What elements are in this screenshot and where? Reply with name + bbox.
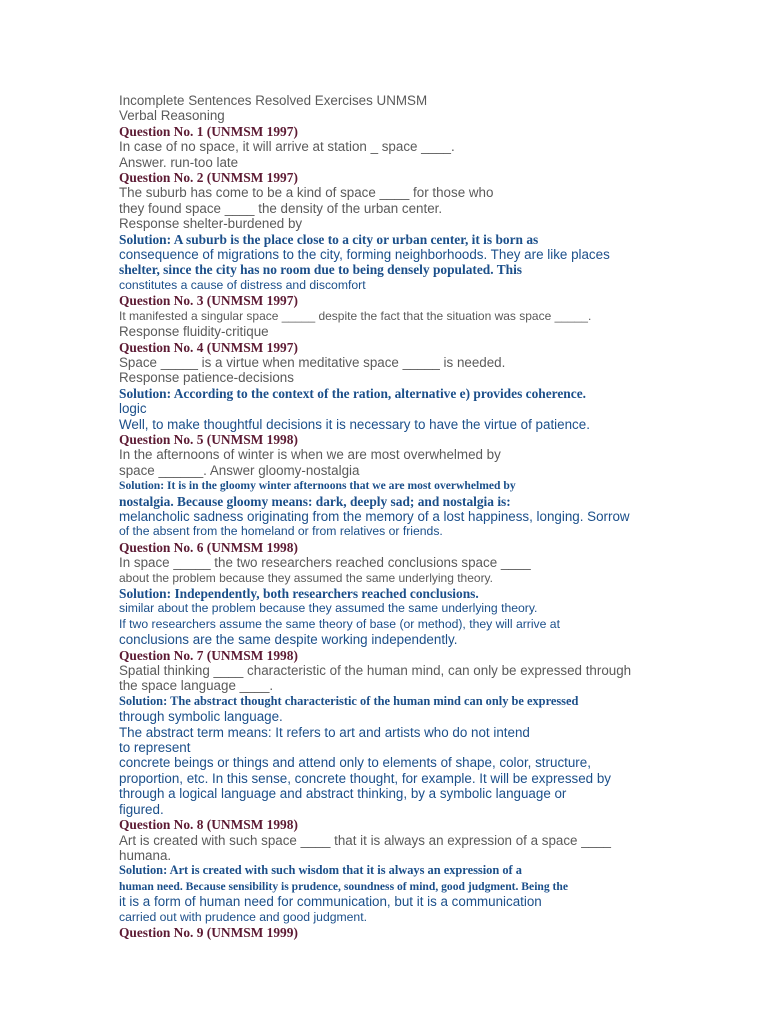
question-heading: Question No. 2 (UNMSM 1997): [119, 170, 298, 186]
question-heading: Question No. 6 (UNMSM 1998): [119, 539, 298, 555]
text-line: Answer. run-too late: [119, 154, 239, 170]
text-line: humana.: [119, 847, 172, 863]
question-heading: Question No. 5 (UNMSM 1998): [119, 431, 298, 447]
text-line: In case of no space, it will arrive at station _ space ____.: [119, 139, 455, 155]
explanation-line: logic: [119, 401, 147, 417]
question-heading: Question No. 7 (UNMSM 1998): [119, 647, 298, 663]
explanation-line: The abstract term means: It refers to art and artists who do not intend: [119, 724, 530, 740]
text-line: Art is created with such space ____ that it is always an expression of a space ____: [119, 832, 612, 848]
text-line: Response patience-decisions: [119, 370, 294, 386]
explanation-line: to represent: [119, 740, 191, 756]
text-line: Space _____ is a virtue when meditative space _____ is needed.: [119, 354, 506, 370]
document-body: [119, 93, 679, 940]
explanation-line: it is a form of human need for communication, but it is a communication: [119, 894, 542, 910]
text-line: Incomplete Sentences Resolved Exercises UNMSM: [119, 93, 428, 108]
text-line: about the problem because they assumed the same underlying theory.: [119, 570, 494, 585]
solution-line: nostalgia. Because gloomy means: dark, deeply sad; and nostalgia is:: [119, 493, 511, 509]
explanation-line: through symbolic language.: [119, 709, 283, 725]
explanation-line: Well, to make thoughtful decisions it is necessary to have the virtue of patience.: [119, 416, 590, 432]
explanation-line: consequence of migrations to the city, forming neighborhoods. They are like places: [119, 247, 610, 263]
solution-line: Solution: The abstract thought characteristic of the human mind can only be expressed: [119, 693, 579, 708]
explanation-line: proportion, etc. In this sense, concrete thought, for example. It will be expressed by: [119, 770, 611, 786]
text-line: the space language ____.: [119, 678, 274, 694]
solution-line: Solution: It is in the gloomy winter afternoons that we are most overwhelmed by: [119, 479, 516, 493]
question-heading: Question No. 3 (UNMSM 1997): [119, 293, 298, 309]
explanation-line: constitutes a cause of distress and discomfort: [119, 277, 366, 292]
text-line: In space _____ the two researchers reached conclusions space ____: [119, 555, 531, 571]
text-line: The suburb has come to be a kind of space ____ for those who: [119, 185, 494, 201]
solution-line: Solution: Independently, both researchers reached conclusions.: [119, 586, 479, 601]
text-line: Verbal Reasoning: [119, 108, 225, 124]
explanation-line: of the absent from the homeland or from relatives or friends.: [119, 524, 443, 539]
text-line: Spatial thinking ____ characteristic of the human mind, can only be expressed through: [119, 663, 632, 679]
text-line: they found space ____ the density of the urban center.: [119, 200, 443, 216]
text-line: Response shelter-burdened by: [119, 216, 303, 232]
solution-line: Solution: According to the context of the ration, alternative e) provides coherence.: [119, 385, 586, 401]
question-heading: Question No. 4 (UNMSM 1997): [119, 339, 298, 355]
explanation-line: concrete beings or things and attend only to elements of shape, color, structure,: [119, 755, 591, 771]
explanation-line: conclusions are the same despite working independently.: [119, 632, 458, 648]
text-line: It manifested a singular space _____ despite the fact that the situation was space _____.: [119, 308, 592, 323]
question-heading: Question No. 8 (UNMSM 1998): [119, 817, 298, 833]
solution-line: Solution: Art is created with such wisdom that it is always an expression of a: [119, 863, 522, 878]
text-line: In the afternoons of winter is when we are most overwhelmed by: [119, 447, 501, 463]
explanation-line: through a logical language and abstract thinking, by a symbolic language or: [119, 786, 567, 802]
solution-line: shelter, since the city has no room due to being densely populated. This: [119, 262, 523, 278]
solution-line: Solution: A suburb is the place close to a city or urban center, it is born as: [119, 231, 539, 247]
text-line: Response fluidity-critique: [119, 324, 269, 340]
text-line: space ______. Answer gloomy-nostalgia: [119, 462, 360, 478]
question-heading: Question No. 9 (UNMSM 1999): [119, 924, 298, 940]
explanation-line: carried out with prudence and good judgment.: [119, 909, 367, 924]
explanation-line: figured.: [119, 801, 164, 817]
document-page: [119, 93, 679, 940]
explanation-line: melancholic sadness originating from the memory of a lost happiness, longing. Sorrow: [119, 508, 630, 524]
explanation-line: similar about the problem because they assumed the same underlying theory.: [119, 601, 538, 616]
explanation-line: If two researchers assume the same theory of base (or method), they will arrive at: [119, 616, 560, 631]
solution-line: human need. Because sensibility is prudence, soundness of mind, good judgment. Being the: [119, 879, 569, 893]
question-heading: Question No. 1 (UNMSM 1997): [119, 123, 298, 139]
